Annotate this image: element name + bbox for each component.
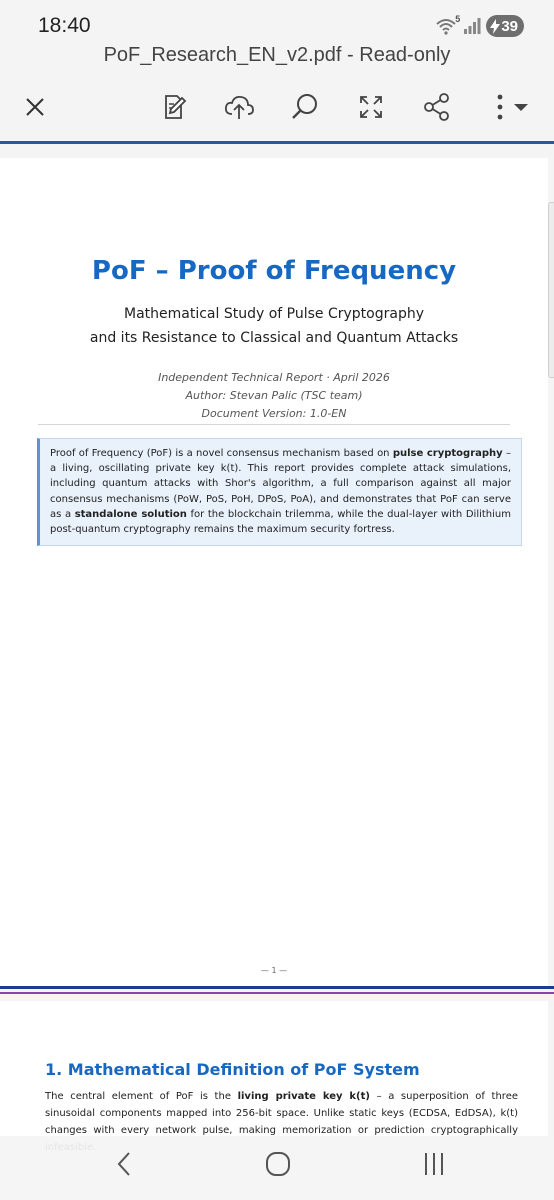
abstract-text-1: Proof of Frequency (PoF) is a novel consensus mechanism based on xyxy=(50,448,393,459)
subtitle-line-1: Mathematical Study of Pulse Cryptography xyxy=(123,306,424,322)
page-number: — 1 — xyxy=(260,966,288,975)
document-subtitle xyxy=(0,302,548,350)
search-button[interactable] xyxy=(282,84,328,130)
close-button[interactable] xyxy=(12,84,58,130)
abstract-text-3: for the blockchain trilemma, while the dual-layer with Dilithium post-quantum cryptography remains the maximum security fortress. xyxy=(50,508,511,536)
section-text-1: The central element of PoF is the xyxy=(45,1091,238,1102)
battery-level: 39 xyxy=(501,17,518,35)
version-meta: Document Version: 1.0-EN xyxy=(201,407,347,420)
back-button[interactable] xyxy=(100,1146,148,1182)
page-separator-blue xyxy=(0,986,554,989)
author-meta: Author: Stevan Palic (TSC team) xyxy=(185,389,363,402)
document-heading: PoF – Proof of Frequency xyxy=(91,256,457,286)
recent-apps-icon xyxy=(421,1151,447,1177)
more-options-button[interactable] xyxy=(482,84,542,130)
page-separator-purple xyxy=(0,992,554,994)
fullscreen-icon xyxy=(357,93,385,121)
section-text-2: – a superposition of three sinusoidal components mapped into 256-bit space. Unlike static keys (ECDSA, EdDSA), k(t) changes with every network pulse, making memorization or prediction cryptographically xyxy=(45,1091,518,1136)
home-button[interactable] xyxy=(254,1146,302,1182)
report-meta: Independent Technical Report · April 2026 xyxy=(158,371,390,384)
signal-icon xyxy=(463,17,481,35)
navigation-bar xyxy=(0,1136,554,1200)
pdf-viewer[interactable] xyxy=(0,144,554,1200)
edit-icon xyxy=(159,92,189,122)
close-icon xyxy=(24,96,46,118)
recent-apps-button[interactable] xyxy=(410,1146,458,1182)
subtitle-line-2: and its Resistance to Classical and Quantum Attacks xyxy=(89,330,459,346)
pdf-page-1 xyxy=(0,158,548,988)
more-icon xyxy=(490,92,534,122)
abstract-text-2: – a living, oscillating private key k(t). This report provides complete attack simulations, including quantum attacks with Shor's algorithm, a full comparison against all major consensus mechanisms (PoW, PoS, PoH, DPoS, PoA), and demonstrates that PoF can serve as a xyxy=(50,448,512,520)
search-icon xyxy=(290,92,320,122)
abstract-bold-1: pulse cryptography xyxy=(392,448,503,459)
status-time: 18:40 xyxy=(38,14,91,37)
abstract-bold-2: standalone solution xyxy=(74,508,187,520)
status-icons xyxy=(436,15,524,37)
wifi-icon xyxy=(436,14,461,35)
back-icon xyxy=(114,1150,134,1178)
title-divider xyxy=(38,424,510,425)
fullscreen-button[interactable] xyxy=(348,84,394,130)
battery-charging-icon xyxy=(486,15,524,37)
upload-cloud-icon xyxy=(223,93,255,121)
network-type-label: 5 xyxy=(455,14,461,24)
toolbar xyxy=(0,84,554,130)
scrollbar-handle[interactable] xyxy=(548,202,554,378)
section-bold-1: living private key k(t) xyxy=(237,1091,370,1102)
upload-button[interactable] xyxy=(216,84,262,130)
share-button[interactable] xyxy=(414,84,460,130)
status-bar xyxy=(0,0,554,46)
section-heading: 1. Mathematical Definition of PoF System xyxy=(45,1060,420,1079)
abstract-box xyxy=(37,438,522,546)
home-icon xyxy=(264,1150,292,1178)
share-icon xyxy=(422,92,452,122)
edit-button[interactable] xyxy=(151,84,197,130)
document-title-bar: PoF_Research_EN_v2.pdf - Read-only xyxy=(103,44,451,66)
